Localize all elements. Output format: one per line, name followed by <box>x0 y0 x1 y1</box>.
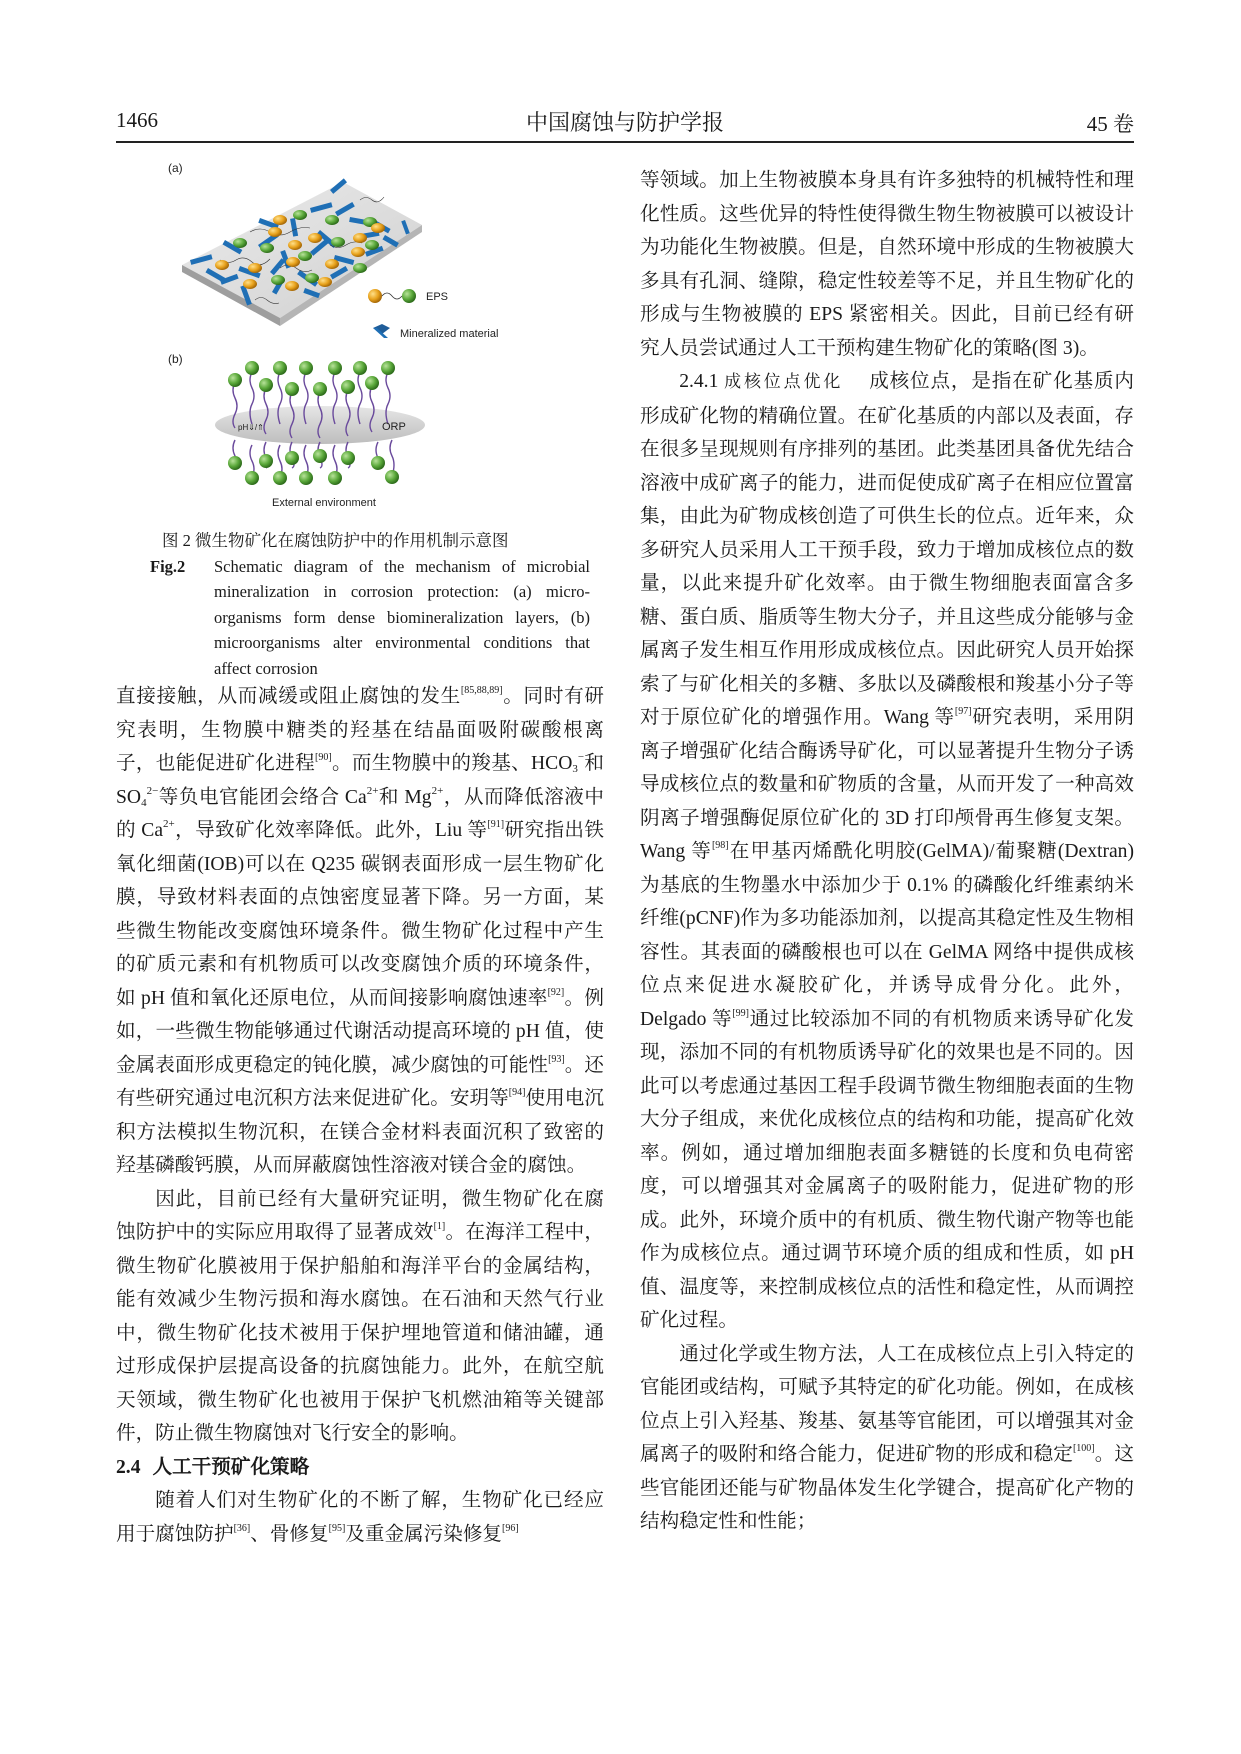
caption-en-label: Fig.2 <box>150 556 186 576</box>
orp-label: ORP <box>382 421 406 433</box>
citation[interactable]: [1] <box>433 1221 446 1232</box>
citation[interactable]: [95] <box>328 1522 346 1534</box>
header-rule <box>116 141 1134 143</box>
left-column <box>116 680 604 1551</box>
paragraph: 直接接触，从而减缓或阻止腐蚀的发生[85,88,89]。同时有研究表明，生物膜中糖类的羟基在结晶面吸附碳酸根离子，也能促进矿化进程[90]。而生物膜中的羧基、$HCO_3^-$和 $SO_4^{2-}$等负电官能团会络合 $Ca^{2+}$和 $Mg^{2+}$，从而降低溶液中的 $Ca^{2+}$，导致矿化效率降低。此外，Liu 等[91]研究指出铁氧化细菌(IOB)可以在 Q235 碳钢表面形成一层生物矿化膜，导致材料表面的点蚀密度显著下降。另一方面，某些微生物能改变腐蚀环境条件。微生物矿化过程中产生的矿质元素和有机物质可以改变腐蚀介质的环境条件，如 pH 值和氧化还原电位，从而间接影响腐蚀速率[92]。例如，一些微生物能够通过代谢活动提高环境的 pH 值，使金属表面形成更稳定的钝化膜，减少腐蚀的可能性[93]。还有些研究通过电沉积方法来促进矿化。安玥等[94]使用电沉积方法模拟生物沉积，在镁合金材料表面沉积了致密的羟基磷酸钙膜，从而屏蔽腐蚀性溶液对镁合金的腐蚀。 <box>116 685 605 1176</box>
citation[interactable]: [94] <box>508 1087 526 1098</box>
figure-caption <box>150 528 590 681</box>
legend-eps-label: EPS <box>426 291 449 303</box>
legend-mineral <box>373 324 498 340</box>
journal-title: 中国腐蚀与防护学报 <box>525 110 724 135</box>
caption-english <box>150 554 590 682</box>
legend-mineral-label: Mineralized material <box>400 328 499 340</box>
panel-b-label: (b) <box>168 352 183 366</box>
caption-en-text: Schematic diagram of the mechanism of microbial mineralization in corrosion protection: (a) micro-organisms form dense biomineralization layers, (b) microorganisms alter environmental conditions that affect corrosion <box>214 556 590 678</box>
paragraph: 2.4.1 成核位点优化 成核位点，是指在矿化基质内形成矿化物的精确位置。在矿化基质的内部以及表面，存在很多呈现规则有序排列的基团。此类基团具备优先结合溶液中成矿离子的能力，进而促使成矿离子在相应位置富集，由此为矿物成核创造了可供生长的位点。近年来，众多研究人员采用人工干预手段，致力于增加成核位点的数量，以此来提升矿化效率。由于微生物细胞表面富含多糖、蛋白质、脂质等生物大分子，并且这些成分能够与金属离子发生相互作用形成成核位点。因此研究人员开始探索了与矿化相关的多糖、多肽以及磷酸根和羧基小分子等对于原位矿化的增强作用。Wang 等[97]研究表明，采用阴离子增强矿化结合酶诱导矿化，可以显著提升生物分子诱导成核位点的数量和矿物质的含量，从而开发了一种高效阴离子增强酶促原位矿化的 3D 打印颅骨再生修复支架。Wang 等[98]在甲基丙烯酰化明胶(GelMA)/葡聚糖(Dextran)为基底的生物墨水中添加少于 0.1% 的磷酸化纤维素纳米纤维(pCNF)作为多功能添加剂，以提高其稳定性及生物相容性。其表面的磷酸根也可以在 GelMA 网络中提供成核位点来促进水凝胶矿化，并诱导成骨分化。此外，Delgado 等[99]通过比较添加不同的有机物质来诱导矿化发现，添加不同的有机物质诱导矿化的效果也是不同的。因此可以考虑通过基因工程手段调节微生物细胞表面的生物大分子组成，来优化成核位点的结构和功能，提高矿化效率。例如，通过增加细胞表面多糖链的长度和负电荷密度，可以增强其对金属离子的吸附能力，促进矿物的形成。此外，环境介质中的有机质、微生物代谢产物等也能作为成核位点。通过调节环境介质的组成和性质，如 pH 值、温度等，来控制成核位点的活性和稳定性，从而调控矿化过程。 <box>640 371 1135 1331</box>
citation[interactable]: [91] <box>487 819 505 830</box>
section-heading <box>116 1451 604 1485</box>
paragraph: 等领域。加上生物被膜本身具有许多独特的机械特性和理化性质。这些优异的特性使得微生物生物被膜可以被设计为功能化生物被膜。但是，自然环境中形成的生物被膜大多具有孔洞、缝隙，稳定性较差等不足，并且生物矿化的形成与生物被膜的 EPS 紧密相关。因此，目前已经有研究人员尝试通过人工干预构建生物矿化的策略(图 3)。 <box>640 170 1134 359</box>
panel-a-label: (a) <box>168 161 183 175</box>
citation[interactable]: [85,88,89] <box>460 685 503 696</box>
citation[interactable]: [90] <box>315 752 332 763</box>
figure-2 <box>160 160 580 520</box>
ph-label: pH⇓/⇑ <box>238 423 264 432</box>
citation[interactable]: [36] <box>233 1522 251 1534</box>
page-number: 1466 <box>116 108 158 132</box>
citation[interactable]: [96] <box>502 1522 519 1534</box>
citation[interactable]: [93] <box>548 1053 565 1065</box>
volume-label: 45 卷 <box>1086 112 1134 136</box>
external-environment-label: External environment <box>272 497 376 509</box>
legend-eps <box>368 289 448 303</box>
citation[interactable]: [97] <box>954 706 972 717</box>
citation[interactable]: [92] <box>547 986 565 998</box>
subsection-number: 2.4.1 <box>679 371 719 392</box>
citation[interactable]: [99] <box>732 1007 749 1019</box>
subsection-title: 成核位点优化 <box>724 372 844 392</box>
caption-chinese: 图 2 微生物矿化在腐蚀防护中的作用机制示意图 <box>162 531 509 550</box>
paragraph: 随着人们对生物矿化的不断了解，生物矿化已经应用于腐蚀防护[36]、骨修复[95]及重金属污染修复[96] <box>116 1490 604 1545</box>
paragraph: 通过化学或生物方法，人工在成核位点上引入特定的官能团或结构，可赋予其特定的矿化功能。例如，在成核位点上引入羟基、羧基、氨基等官能团，可以增强其对金属离子的吸附和络合能力，促进矿物的形成和稳定[100]。这些官能团还能与矿物晶体发生化学键合，提高矿化产物的结构稳定性和性能； <box>640 1343 1135 1532</box>
citation[interactable]: [100] <box>1072 1443 1095 1454</box>
right-column <box>640 164 1134 1539</box>
citation[interactable]: [98] <box>711 840 729 851</box>
paragraph: 因此，目前已经有大量研究证明，微生物矿化在腐蚀防护中的实际应用取得了显著成效[1]。在海洋工程中，微生物矿化膜被用于保护船舶和海洋平台的金属结构，能有效减少生物污损和海水腐蚀。在石油和天然气行业中，微生物矿化技术被用于保护埋地管道和储油罐，通过形成保护层提高设备的抗腐蚀能力。此外，在航空航天领域，微生物矿化也被用于保护飞机燃油箱等关键部件，防止微生物腐蚀对飞行安全的影响。 <box>116 1188 605 1444</box>
running-header <box>116 104 1134 144</box>
section-title: 人工干预矿化策略 <box>152 1456 310 1478</box>
section-number: 2.4 <box>116 1456 141 1478</box>
